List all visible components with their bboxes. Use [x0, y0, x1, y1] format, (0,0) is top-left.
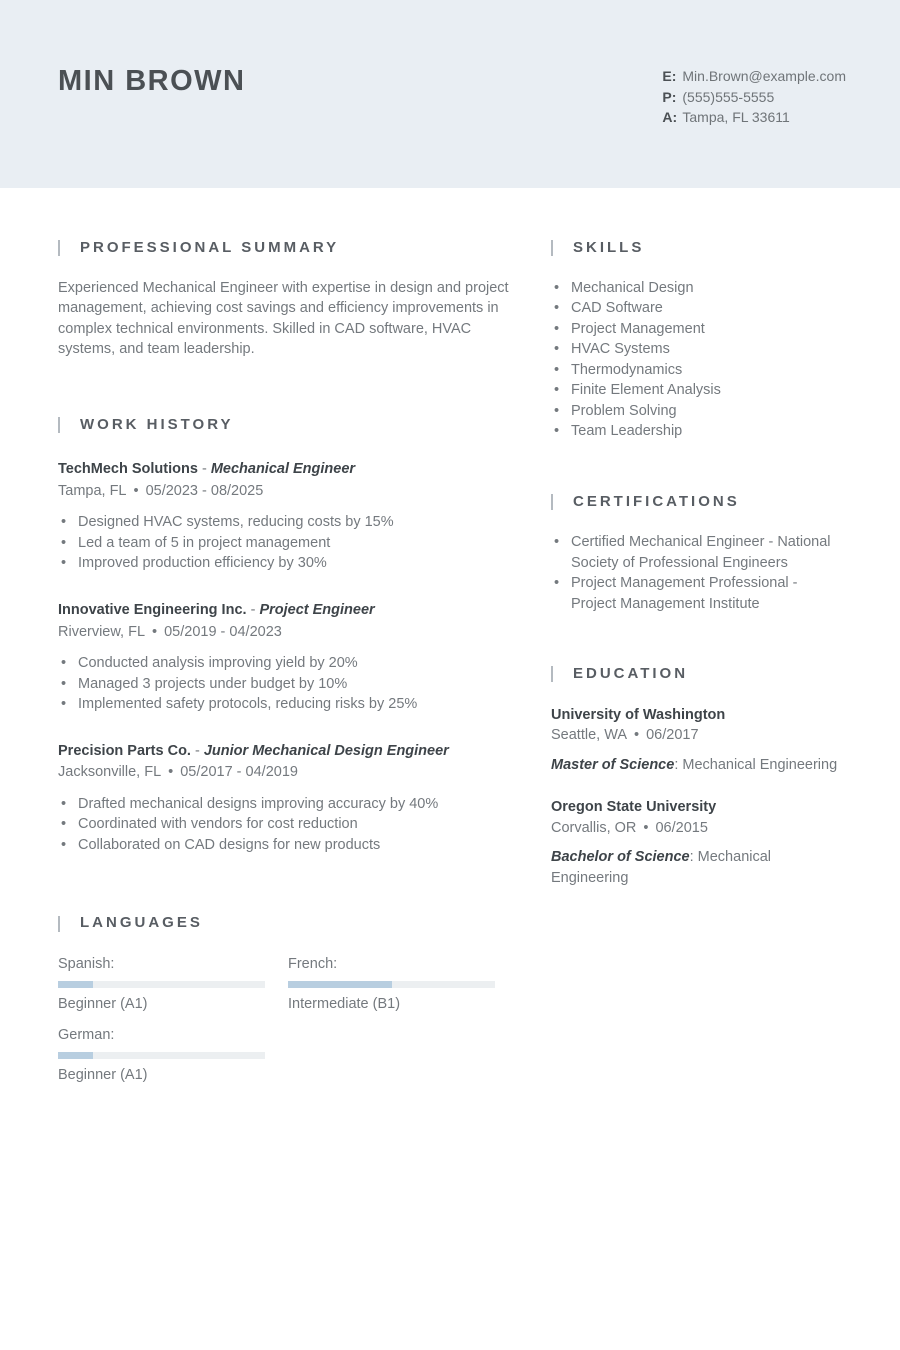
language-item [58, 1025, 265, 1086]
job-location: Riverview, FL [58, 623, 146, 640]
contact-label: P: [662, 88, 677, 105]
skill-item [551, 339, 842, 360]
education-list [551, 705, 842, 889]
degree-name: Bachelor of Science [551, 849, 690, 865]
section-heading [58, 915, 518, 932]
section-languages [58, 855, 518, 1086]
job-separator: - [246, 601, 260, 618]
job-dates: 05/2017 - 04/2019 [180, 764, 298, 781]
bullet-marker: • [61, 675, 67, 692]
contact-label: E: [662, 68, 677, 84]
degree-field: : Mechanical Engineering [674, 756, 838, 773]
language-progress-track [288, 981, 495, 988]
meta-separator: • [643, 819, 649, 836]
bullet-text: Designed HVAC systems, reducing costs by 15% [78, 514, 394, 531]
job-bullet [58, 533, 518, 554]
section-heading [58, 240, 518, 257]
school-meta-line [551, 818, 842, 839]
job-list [58, 459, 518, 855]
bullet-text: Implemented safety protocols, reducing risks by 25% [78, 696, 418, 713]
section-title: WORK HISTORY [80, 415, 234, 433]
meta-separator: • [152, 623, 158, 640]
job-title-line [58, 741, 518, 762]
skill-text: HVAC Systems [571, 341, 670, 357]
certification-text: Project Management Professional - Project Management Institute [571, 575, 798, 612]
job-dates: 05/2019 - 04/2023 [164, 623, 282, 640]
section-title: EDUCATION [573, 665, 689, 682]
right-column [551, 188, 842, 888]
job-bullet [58, 794, 518, 815]
bullet-marker: • [554, 300, 560, 316]
job-role: Mechanical Engineer [210, 461, 356, 478]
school-name: University of Washington [551, 706, 726, 723]
job-company: TechMech Solutions [58, 461, 198, 478]
bullet-marker: • [61, 795, 67, 812]
job-meta-line [58, 622, 518, 643]
bullet-marker: • [61, 514, 67, 531]
section-heading [58, 417, 518, 434]
school-date: 06/2017 [646, 727, 699, 743]
bullet-marker: • [61, 696, 67, 713]
job-company: Precision Parts Co. [58, 742, 191, 759]
section-heading [551, 240, 842, 257]
language-name: French: [288, 955, 338, 972]
degree-field: : Mechanical Engineering [551, 849, 772, 886]
meta-separator: • [634, 727, 640, 743]
bullet-marker: • [554, 320, 560, 337]
job-bullet [58, 835, 518, 856]
school-meta-line [551, 725, 842, 746]
bullet-marker: • [554, 402, 560, 419]
job-title-line [58, 459, 518, 480]
section-skills [551, 188, 842, 442]
job-role: Project Engineer [259, 601, 375, 618]
job-dates: 05/2023 - 08/2025 [145, 482, 264, 499]
resume-body [0, 188, 900, 1146]
contact-value: Min.Brown@example.com [682, 68, 846, 84]
job-company: Innovative Engineering Inc. [58, 601, 247, 618]
section-title: PROFESSIONAL SUMMARY [80, 239, 340, 256]
job-role: Junior Mechanical Design Engineer [203, 742, 449, 759]
heading-accent-bar [551, 240, 553, 256]
candidate-name: MIN BROWN [58, 65, 246, 97]
contact-row [662, 107, 846, 128]
skill-text: Team Leadership [571, 423, 683, 439]
language-progress-track [58, 1052, 265, 1059]
job-title-line [58, 600, 518, 621]
job-location: Jacksonville, FL [58, 764, 162, 781]
language-name: Spanish: [58, 955, 115, 972]
bullet-marker: • [61, 836, 67, 853]
job-bullet [58, 814, 518, 835]
contact-value: (555)555-5555 [682, 88, 775, 105]
heading-accent-bar [551, 494, 553, 510]
section-professional-summary [58, 188, 518, 360]
heading-accent-bar [58, 417, 60, 433]
job-meta-line [58, 762, 518, 783]
skill-item [551, 298, 842, 319]
bullet-text: Collaborated on CAD designs for new products [78, 836, 381, 853]
heading-accent-bar [58, 916, 60, 932]
section-education [551, 614, 842, 888]
contact-row [662, 87, 846, 108]
section-title: LANGUAGES [80, 914, 203, 932]
skill-text: Problem Solving [571, 402, 677, 419]
contact-label: A: [662, 109, 678, 125]
resume-header [0, 0, 900, 188]
bullet-marker: • [61, 816, 67, 833]
bullet-marker: • [61, 555, 67, 572]
skill-text: Mechanical Design [571, 279, 694, 296]
job-location: Tampa, FL [58, 482, 127, 499]
contact-row [662, 66, 846, 87]
skill-item [551, 421, 842, 442]
job-separator: - [190, 742, 204, 759]
degree-line [551, 847, 842, 888]
language-item [288, 954, 495, 1015]
language-progress-track [58, 981, 265, 988]
meta-separator: • [133, 482, 139, 499]
education-entry [551, 705, 842, 776]
bullet-marker: • [554, 341, 560, 357]
degree-line [551, 755, 842, 776]
bullet-text: Conducted analysis improving yield by 20% [78, 655, 358, 672]
skills-list [551, 278, 842, 442]
section-work-history [58, 360, 518, 855]
bullet-marker: • [554, 423, 560, 439]
language-progress-fill [58, 1052, 93, 1059]
skill-item [551, 380, 842, 401]
section-title: CERTIFICATIONS [573, 492, 740, 510]
certification-text: Certified Mechanical Engineer - National Society of Professional Engineers [571, 534, 831, 571]
school-location: Seattle, WA [551, 727, 628, 743]
language-level: Beginner (A1) [58, 996, 148, 1013]
section-heading [551, 494, 842, 511]
skill-item [551, 401, 842, 422]
bullet-text: Coordinated with vendors for cost reduction [78, 816, 358, 833]
job-bullet [58, 553, 518, 574]
skill-text: Project Management [571, 320, 705, 337]
skill-text: Thermodynamics [571, 361, 683, 378]
skill-item [551, 360, 842, 381]
bullet-text: Improved production efficiency by 30% [78, 555, 327, 572]
skill-item [551, 319, 842, 340]
bullet-marker: • [554, 575, 560, 591]
section-certifications [551, 442, 842, 615]
school-name: Oregon State University [551, 799, 717, 815]
skill-item [551, 278, 842, 299]
job-entry [58, 459, 518, 574]
section-heading [551, 666, 842, 683]
bullet-marker: • [554, 361, 560, 378]
job-bullet [58, 512, 518, 533]
language-progress-fill [58, 981, 93, 988]
education-entry [551, 797, 842, 888]
language-progress-fill [288, 981, 392, 988]
school-location: Corvallis, OR [551, 819, 637, 836]
bullet-marker: • [61, 534, 67, 551]
language-list [58, 954, 518, 1086]
summary-text: Experienced Mechanical Engineer with expertise in design and project management, achieving cost savings and efficiency improvements in complex technical environments. Skilled in CAD software, HVAC systems, and team leadership. [58, 279, 509, 358]
skill-text: CAD Software [571, 300, 663, 316]
bullet-marker: • [554, 279, 560, 296]
job-meta-line [58, 481, 518, 502]
school-date: 06/2015 [655, 819, 708, 836]
certifications-list [551, 532, 842, 614]
job-entry [58, 741, 518, 856]
job-bullet-list [58, 512, 518, 574]
job-bullet-list [58, 794, 518, 856]
job-bullet [58, 674, 518, 695]
contact-value: Tampa, FL 33611 [682, 109, 790, 125]
contact-info [662, 66, 846, 188]
bullet-marker: • [61, 655, 67, 672]
bullet-text: Drafted mechanical designs improving accuracy by 40% [78, 795, 439, 812]
job-bullet-list [58, 653, 518, 715]
language-item [58, 954, 265, 1015]
job-bullet [58, 653, 518, 674]
job-bullet [58, 694, 518, 715]
left-column [58, 188, 518, 1086]
job-entry [58, 600, 518, 715]
language-name: German: [58, 1026, 115, 1043]
skill-text: Finite Element Analysis [571, 382, 721, 398]
degree-name: Master of Science [551, 756, 675, 773]
certification-item [551, 573, 842, 614]
language-level: Beginner (A1) [58, 1067, 148, 1084]
bullet-marker: • [554, 534, 560, 550]
certification-item [551, 532, 842, 573]
bullet-text: Managed 3 projects under budget by 10% [78, 675, 348, 692]
job-separator: - [197, 461, 211, 478]
meta-separator: • [168, 764, 174, 781]
section-title: SKILLS [573, 239, 645, 256]
bullet-marker: • [554, 382, 560, 398]
heading-accent-bar [58, 240, 60, 256]
bullet-text: Led a team of 5 in project management [78, 534, 331, 551]
language-level: Intermediate (B1) [288, 996, 401, 1013]
heading-accent-bar [551, 666, 553, 682]
